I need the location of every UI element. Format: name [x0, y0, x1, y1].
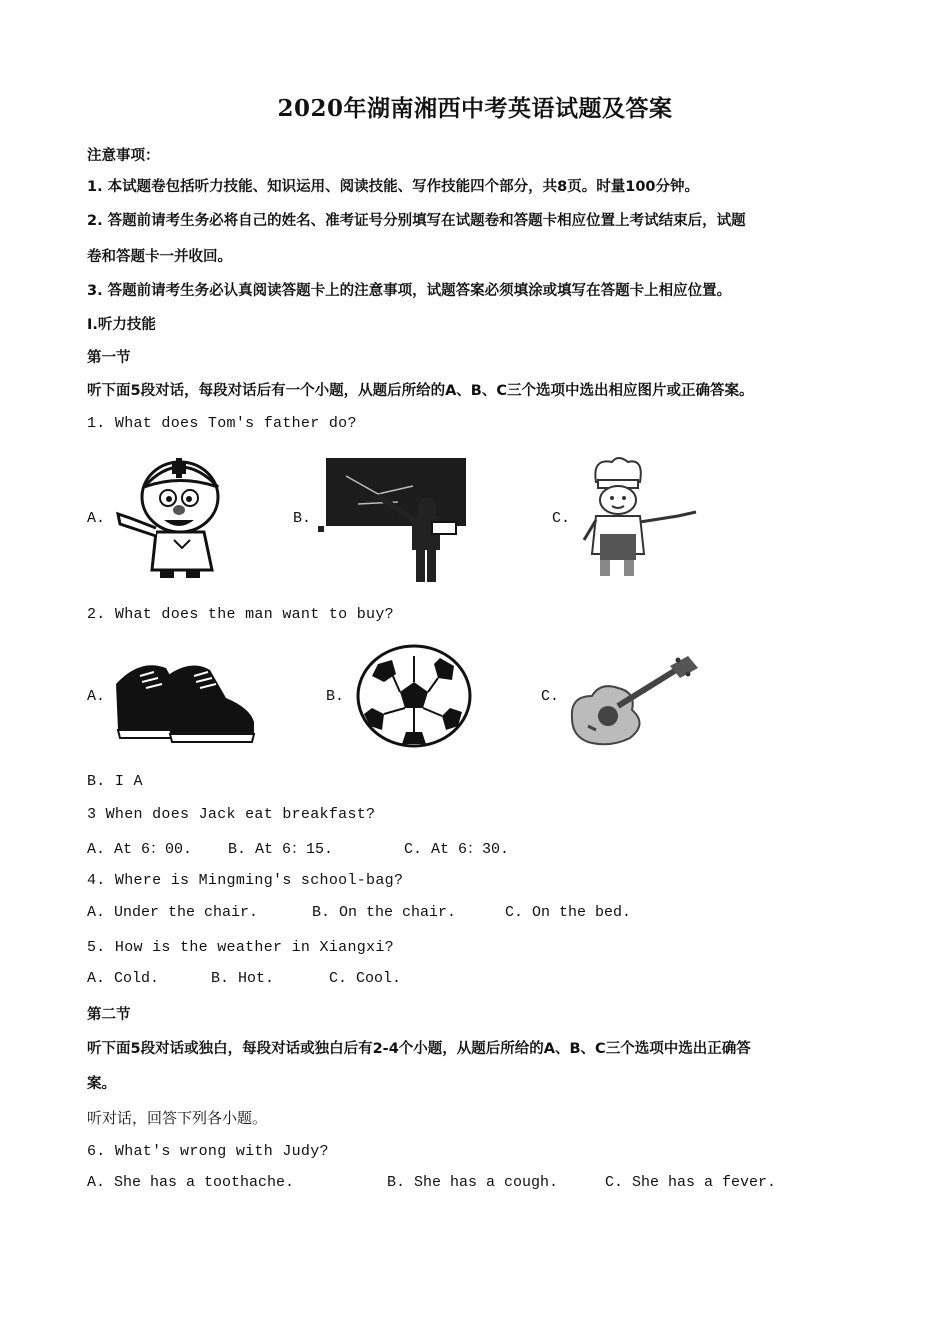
q3-option-b: B. At 6：15. [228, 841, 334, 858]
question-5: 5. How is the weather in Xiangxi? [87, 939, 394, 956]
q2-option-b-label: B. [326, 688, 345, 705]
q6-option-b: B. She has a cough. [387, 1174, 559, 1191]
notice-item-3: 3. 答题前请考生务必认真阅读答题卡上的注意事项，试题答案必须填涂或填写在答题卡上相应位置。 [87, 283, 732, 299]
cook-picture [578, 454, 703, 579]
q2-option-a-label: A. [87, 688, 106, 705]
part-1-heading: 第一节 [87, 350, 131, 366]
q4-option-a: A. Under the chair. [87, 904, 259, 921]
football-picture [354, 644, 474, 748]
q3-option-a: A. At 6：00. [87, 841, 193, 858]
part-2-instructions-line2: 案。 [87, 1076, 116, 1092]
q5-option-b: B. Hot. [211, 970, 275, 987]
question-6: 6. What's wrong with Judy? [87, 1143, 329, 1160]
q6-option-a: A. She has a toothache. [87, 1174, 295, 1191]
part-2-heading: 第二节 [87, 1007, 131, 1023]
q5-option-a: A. Cold. [87, 970, 160, 987]
q4-option-c: C. On the bed. [505, 904, 632, 921]
q2-option-c-label: C. [541, 688, 560, 705]
question-4: 4. Where is Mingming's school-bag? [87, 872, 404, 889]
question-1: 1. What does Tom's father do? [87, 415, 357, 432]
q4-option-b: B. On the chair. [312, 904, 457, 921]
notice-item-2-line1: 2. 答题前请考生务必将自己的姓名、准考证号分别填写在试题卷和答题卡相应位置上考试结束后，试题 [87, 213, 746, 229]
question-2: 2. What does the man want to buy? [87, 606, 394, 623]
doctor-picture [112, 452, 242, 582]
notice-item-1: 1. 本试题卷包括听力技能、知识运用、阅读技能、写作技能四个部分，共8页。时量100分钟。 [87, 179, 699, 195]
stray-answer-line: B. I A [87, 773, 143, 790]
q3-option-c: C. At 6：30. [404, 841, 510, 858]
guitar-picture [566, 652, 702, 748]
part-1-instructions: 听下面5段对话，每段对话后有一个小题，从题后所给的A、B、C三个选项中选出相应图片或正确答案。 [87, 383, 754, 399]
section-1-heading: I.听力技能 [87, 317, 156, 333]
shoes-picture [110, 654, 258, 746]
part-2-instructions-line1: 听下面5段对话或独白，每段对话或独白后有2-4个小题，从题后所给的A、B、C三个选项中选出正确答 [87, 1041, 751, 1057]
teacher-picture [318, 456, 468, 586]
question-3: 3 When does Jack eat breakfast? [87, 806, 376, 823]
q6-option-c: C. She has a fever. [605, 1174, 777, 1191]
q1-option-b-label: B. [293, 510, 312, 527]
notice-item-2-line2: 卷和答题卡一并收回。 [87, 249, 232, 265]
q1-option-c-label: C. [552, 510, 571, 527]
notice-heading: 注意事项： [87, 148, 160, 164]
part-2-subheading: 听对话，回答下列各小题。 [87, 1109, 268, 1127]
q5-option-c: C. Cool. [329, 970, 402, 987]
page-title: 2020年湖南湘西中考英语试题及答案 [277, 95, 673, 122]
q1-option-a-label: A. [87, 510, 106, 527]
